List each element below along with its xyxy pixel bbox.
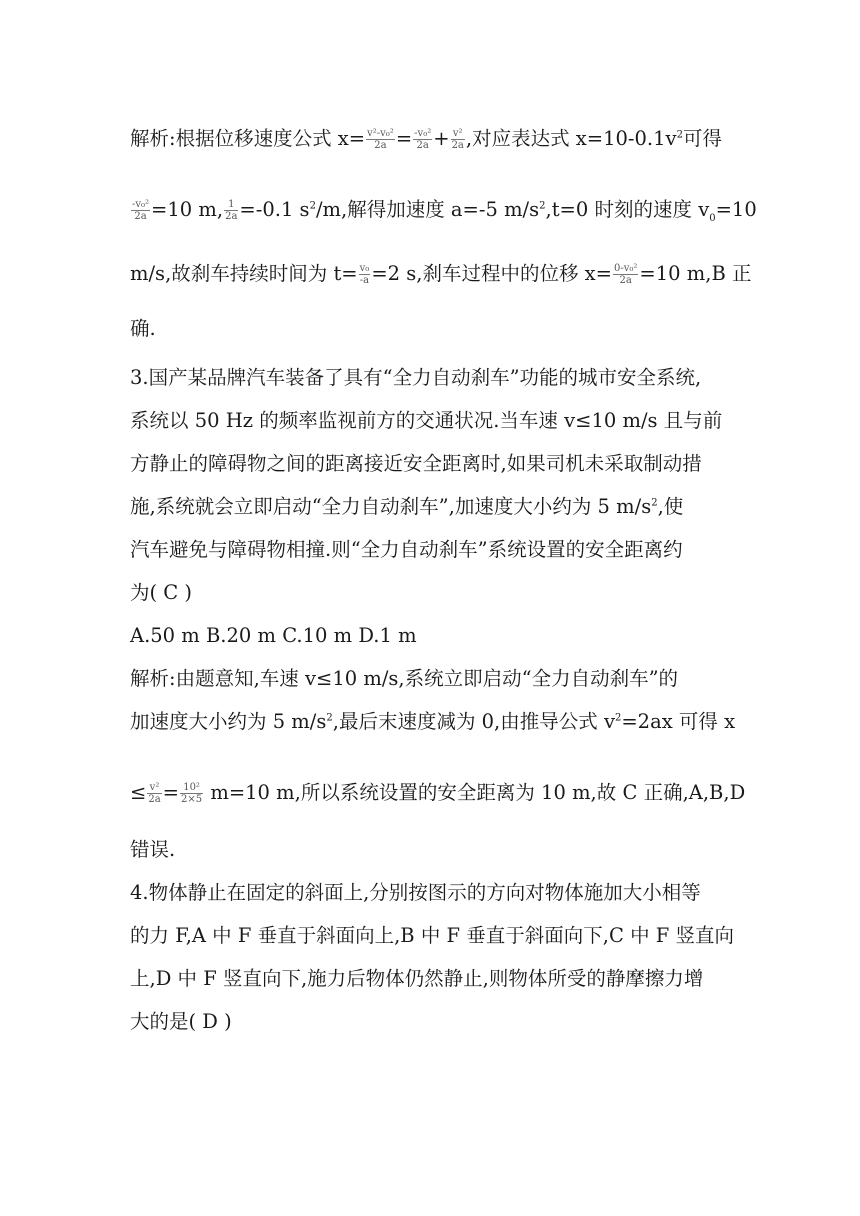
text-segment: 解析:根据位移速度公式 x= (130, 127, 366, 150)
q3-analysis-line-3 (130, 781, 745, 805)
denominator: 2a (451, 140, 464, 151)
denominator: 2a (225, 211, 238, 222)
text-segment: /m,解得加速度 a=-5 m/s (315, 198, 540, 221)
q3-analysis-line-4: 错误. (130, 838, 176, 861)
fraction (359, 263, 371, 286)
text-segment: ,t=0 时刻的速度 v (545, 198, 710, 221)
fraction (366, 128, 395, 151)
q3-analysis-line-1: 解析:由题意知,车速 v≤10 m/s,系统立即启动“全力自动刹车”的 (130, 667, 679, 690)
text-segment: ≤ (130, 781, 147, 804)
fraction (131, 199, 150, 222)
text-segment: =2ax 可得 x (621, 710, 736, 733)
q3-stem-line-4 (130, 495, 683, 519)
numerator: v²-v₀² (367, 128, 394, 139)
denominator: 2a (134, 211, 147, 222)
numerator: 1 (224, 199, 238, 211)
text-segment: =10 m, (151, 198, 224, 221)
q2-analysis-line-2 (130, 198, 757, 222)
fraction (224, 199, 238, 222)
superscript: 2 (326, 712, 333, 724)
numerator: v² (451, 128, 465, 140)
q3-stem-line-3: 方静止的障碍物之间的距离接近安全距离时,如果司机未采取制动措 (130, 452, 702, 475)
superscript: 2 (539, 200, 546, 212)
text-segment: 施,系统就会立即启动“全力自动刹车”,加速度大小约为 5 m/s (130, 495, 652, 518)
q4-stem-line-2: 的力 F,A 中 F 垂直于斜面向上,B 中 F 垂直于斜面向下,C 中 F 竖直向 (130, 924, 734, 947)
text-segment: m/s,故刹车持续时间为 t= (130, 262, 358, 285)
superscript: 2 (614, 712, 622, 724)
numerator: -v₀² (132, 199, 150, 210)
fraction (180, 782, 203, 805)
numerator: v² (147, 782, 161, 794)
q3-stem-line-1: 3.国产某品牌汽车装备了具有“全力自动刹车”功能的城市安全系统, (130, 366, 702, 389)
numerator: 10² (180, 782, 203, 794)
denominator: 2×5 (181, 794, 203, 805)
text-segment: ,对应表达式 x=10-0.1v (465, 127, 677, 150)
q3-analysis-line-2 (130, 710, 735, 734)
q2-analysis-line-3 (130, 262, 752, 286)
fraction (413, 128, 432, 151)
q2-analysis-line-1 (130, 127, 722, 151)
denominator: 2a (619, 275, 632, 286)
q3-stem-line-5: 汽车避免与障碍物相撞.则“全力自动刹车”系统设置的安全距离约 (130, 538, 683, 561)
q4-stem-line-3: 上,D 中 F 竖直向下,施力后物体仍然静止,则物体所受的静摩擦力增 (130, 967, 704, 990)
q3-stem-line-2: 系统以 50 Hz 的频率监视前方的交通状况.当车速 v≤10 m/s 且与前 (130, 409, 723, 432)
denominator: -a (359, 275, 370, 286)
text-segment: ,使 (657, 495, 684, 518)
text-segment: 确. (130, 317, 156, 340)
text-segment: = (395, 127, 413, 150)
text-segment: ,最后末速度减为 0,由推导公式 v (332, 710, 615, 733)
text-segment: =10 m,B 正 (639, 262, 752, 285)
q4-stem-line-4: 大的是( D ) (130, 1010, 232, 1033)
superscript: 2 (651, 497, 658, 509)
text-segment: =10 (715, 198, 757, 221)
q3-options: A.50 m B.20 m C.10 m D.1 m (130, 624, 417, 647)
denominator: 2a (416, 140, 429, 151)
q4-stem-line-1: 4.物体静止在固定的斜面上,分别按图示的方向对物体施加大小相等 (130, 881, 701, 904)
denominator: 2a (374, 140, 387, 151)
subscript: 0 (709, 212, 716, 224)
q2-analysis-line-4 (130, 317, 156, 341)
text-segment: 加速度大小约为 5 m/s (130, 710, 327, 733)
text-segment: 可得 (682, 127, 722, 150)
superscript: 2 (676, 129, 683, 141)
text-segment: + (433, 127, 450, 150)
text-segment: =2 s,刹车过程中的位移 x= (371, 262, 612, 285)
numerator: -v₀² (414, 128, 432, 139)
superscript: 2 (309, 200, 316, 212)
text-segment: m=10 m,所以系统设置的安全距离为 10 m,故 C 正确,A,B,D (204, 781, 746, 804)
fraction (147, 782, 161, 805)
text-segment: =-0.1 s (239, 198, 310, 221)
fraction (451, 128, 465, 151)
q3-answer-blank: 为( C ) (130, 581, 193, 604)
numerator: 0-v₀² (614, 263, 638, 274)
denominator: 2a (148, 794, 161, 805)
numerator: v₀ (359, 263, 370, 274)
text-segment: = (162, 781, 180, 804)
fraction (613, 263, 638, 286)
